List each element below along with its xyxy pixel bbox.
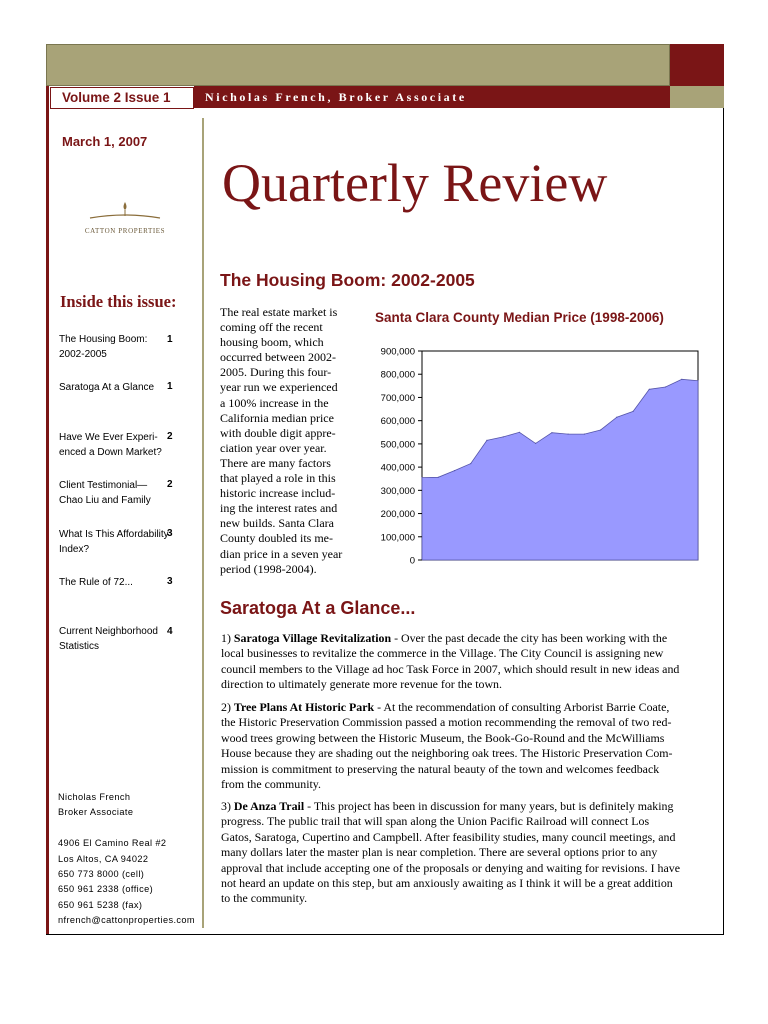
data-point xyxy=(470,463,471,464)
paragraph-line: many dollars later the master plan is near completion. There are several options prior to any xyxy=(221,845,658,860)
article-line: a 100% increase in the xyxy=(220,395,329,410)
contact-fax: 650 961 5238 (fax) xyxy=(58,899,143,910)
toc-item[interactable]: What Is This Affordability Index? xyxy=(59,529,169,555)
paragraph-title: Tree Plans At Historic Park xyxy=(233,700,375,714)
data-point xyxy=(600,429,601,430)
logo-text: CATTON PROPERTIES xyxy=(84,227,166,235)
paragraph-line: House because they are shading out the neighboring oak trees. The Historic Preservation Com- xyxy=(221,746,673,761)
paragraph-text: - At the recommendation of consulting Arborist Barrie Coate, xyxy=(374,700,670,714)
housing-article-body xyxy=(220,305,356,577)
paragraph-title: De Anza Trail xyxy=(233,799,305,813)
data-point xyxy=(486,440,487,441)
paragraph-line: mission is commitment to preserving the natural beauty of the town and welcomes feedback xyxy=(221,761,660,776)
data-point xyxy=(519,432,520,433)
housing-heading: The Housing Boom: 2002-2005 xyxy=(220,270,475,290)
toc-page-number: 2 xyxy=(167,479,173,490)
toc-page-number: 3 xyxy=(167,528,173,539)
median-price-area xyxy=(422,379,698,560)
article-line: with double digit appre- xyxy=(220,425,336,440)
contact-name: Nicholas French xyxy=(58,792,131,802)
article-line: that played a role in this xyxy=(220,471,336,486)
data-point xyxy=(551,432,552,433)
data-point xyxy=(649,389,650,390)
data-point xyxy=(535,443,536,444)
y-tick-label: 0 xyxy=(409,555,415,567)
article-line: year run we experienced xyxy=(220,380,338,395)
paragraph-line: from the community. xyxy=(221,777,321,792)
article-line: ing the interest rates and xyxy=(220,501,338,516)
header-accent-block xyxy=(670,44,724,86)
article-line: 2005. During this four- xyxy=(220,365,332,380)
contact-address-line2: Los Altos, CA 94022 xyxy=(58,853,149,864)
saratoga-paragraph xyxy=(221,631,713,693)
article-line: new builds. Santa Clara xyxy=(220,516,334,531)
y-tick-label: 800,000 xyxy=(380,369,415,381)
paragraph-line: wood trees growing between the Historic Museum, the Book-Go-Round and the McWilliams xyxy=(221,730,665,745)
paragraph-line: direction to ultimately generate more revenue for the town. xyxy=(221,677,502,692)
data-point xyxy=(633,411,634,412)
article-line: coming off the recent xyxy=(220,320,323,335)
paragraph-number: 2) xyxy=(221,700,234,714)
y-tick-label: 400,000 xyxy=(380,462,415,474)
paragraph-title: Saratoga Village Revitalization xyxy=(233,631,392,645)
toc-page-number: 1 xyxy=(167,334,173,345)
data-point xyxy=(665,386,666,387)
data-point xyxy=(503,436,504,437)
contact-cell: 650 773 8000 (cell) xyxy=(58,869,145,880)
saratoga-paragraph xyxy=(221,700,713,792)
article-line: There are many factors xyxy=(220,455,331,470)
inside-issue-title: Inside this issue: xyxy=(60,292,177,311)
toc-page-number: 3 xyxy=(167,576,173,587)
y-tick-label: 900,000 xyxy=(380,346,415,358)
article-line: dian price in a seven year xyxy=(220,546,343,561)
contact-address-line1: 4906 El Camino Real #2 xyxy=(58,838,167,849)
toc-item[interactable]: The Housing Boom: 2002-2005 xyxy=(59,334,148,360)
y-tick-label: 200,000 xyxy=(380,509,415,521)
toc-page-number: 4 xyxy=(167,626,173,637)
paragraph-line: not heard an update on this step, but am anxiously awaiting as I think it will be a great addition xyxy=(221,876,673,891)
data-point xyxy=(454,470,455,471)
y-tick-label: 600,000 xyxy=(380,416,415,428)
data-point xyxy=(681,379,682,380)
data-point xyxy=(421,477,422,478)
paragraph-line: Gatos, Saratoga, Cupertino and Campbell. After feasibility studies, many council meetings, and xyxy=(221,829,676,844)
saratoga-heading: Saratoga At a Glance... xyxy=(220,598,416,618)
paragraph-line: progress. The public trail that will span along the Union Pacific Railroad will connect Los xyxy=(221,814,650,829)
article-line: historic increase includ- xyxy=(220,486,336,501)
contact-email[interactable]: nfrench@cattonproperties.com xyxy=(58,915,195,926)
toc-item[interactable]: Have We Ever Experi- enced a Down Market? xyxy=(59,432,162,458)
article-line: California median price xyxy=(220,410,334,425)
newsletter-title: Quarterly Review xyxy=(222,153,608,213)
paragraph-text: - Over the past decade the city has been working with the xyxy=(391,631,668,645)
paragraph-line: council members to the Village ad hoc Task Force in 2007, which should result in new ideas and xyxy=(221,661,680,676)
toc-item[interactable]: The Rule of 72... xyxy=(59,577,133,588)
article-line: County doubled its me- xyxy=(220,531,333,546)
article-line: housing boom, which xyxy=(220,335,324,350)
data-point xyxy=(568,434,569,435)
paragraph-line: to the community. xyxy=(221,891,308,906)
contact-block xyxy=(58,790,195,929)
left-rule xyxy=(46,86,49,934)
article-line: ciation year over year. xyxy=(220,440,327,455)
volume-issue: Volume 2 Issue 1 xyxy=(62,90,171,105)
contact-role: Broker Associate xyxy=(58,807,134,818)
toc-page-number: 1 xyxy=(167,381,173,392)
y-tick-label: 100,000 xyxy=(380,532,415,544)
paragraph-number: 3) xyxy=(221,799,234,813)
article-line: The real estate market is xyxy=(220,305,338,319)
header-band xyxy=(46,44,670,86)
y-tick-label: 300,000 xyxy=(380,485,415,497)
column-divider xyxy=(202,118,204,928)
byline: Nicholas French, Broker Associate xyxy=(205,90,467,104)
chart-title: Santa Clara County Median Price (1998-2006) xyxy=(375,310,664,325)
toc-item[interactable]: Current Neighborhood Statistics xyxy=(59,626,158,652)
byline-accent-block xyxy=(670,86,724,108)
data-point xyxy=(697,380,698,381)
toc-item[interactable]: Saratoga At a Glance xyxy=(59,382,155,393)
toc-item[interactable]: Client Testimonial— Chao Liu and Family xyxy=(59,480,151,506)
data-point xyxy=(616,417,617,418)
paragraph-line: the Historic Preservation Commission passed a motion recommending the removal of two red- xyxy=(221,715,672,730)
issue-date: March 1, 2007 xyxy=(62,134,148,149)
data-point xyxy=(584,434,585,435)
toc-page-number: 2 xyxy=(167,431,173,442)
logo-mark-icon xyxy=(80,200,170,222)
company-logo xyxy=(80,200,170,235)
paragraph-text: - This project has been in discussion for many years, but is definitely making xyxy=(304,799,674,813)
paragraph-line: local businesses to revitalize the commerce in the Village. The City Council is assigning new xyxy=(221,646,664,661)
article-line: period (1998-2004). xyxy=(220,561,317,576)
y-tick-label: 700,000 xyxy=(380,392,415,404)
y-tick-label: 500,000 xyxy=(380,439,415,451)
data-point xyxy=(438,477,439,478)
paragraph-number: 1) xyxy=(221,631,234,645)
paragraph-line: approval that include accepting one of the proposals or denying and waiting for revisions. I have xyxy=(221,860,680,875)
saratoga-paragraph xyxy=(221,799,713,907)
median-price-chart xyxy=(360,340,705,575)
contact-office: 650 961 2338 (office) xyxy=(58,884,154,895)
article-line: occurred between 2002- xyxy=(220,350,336,365)
